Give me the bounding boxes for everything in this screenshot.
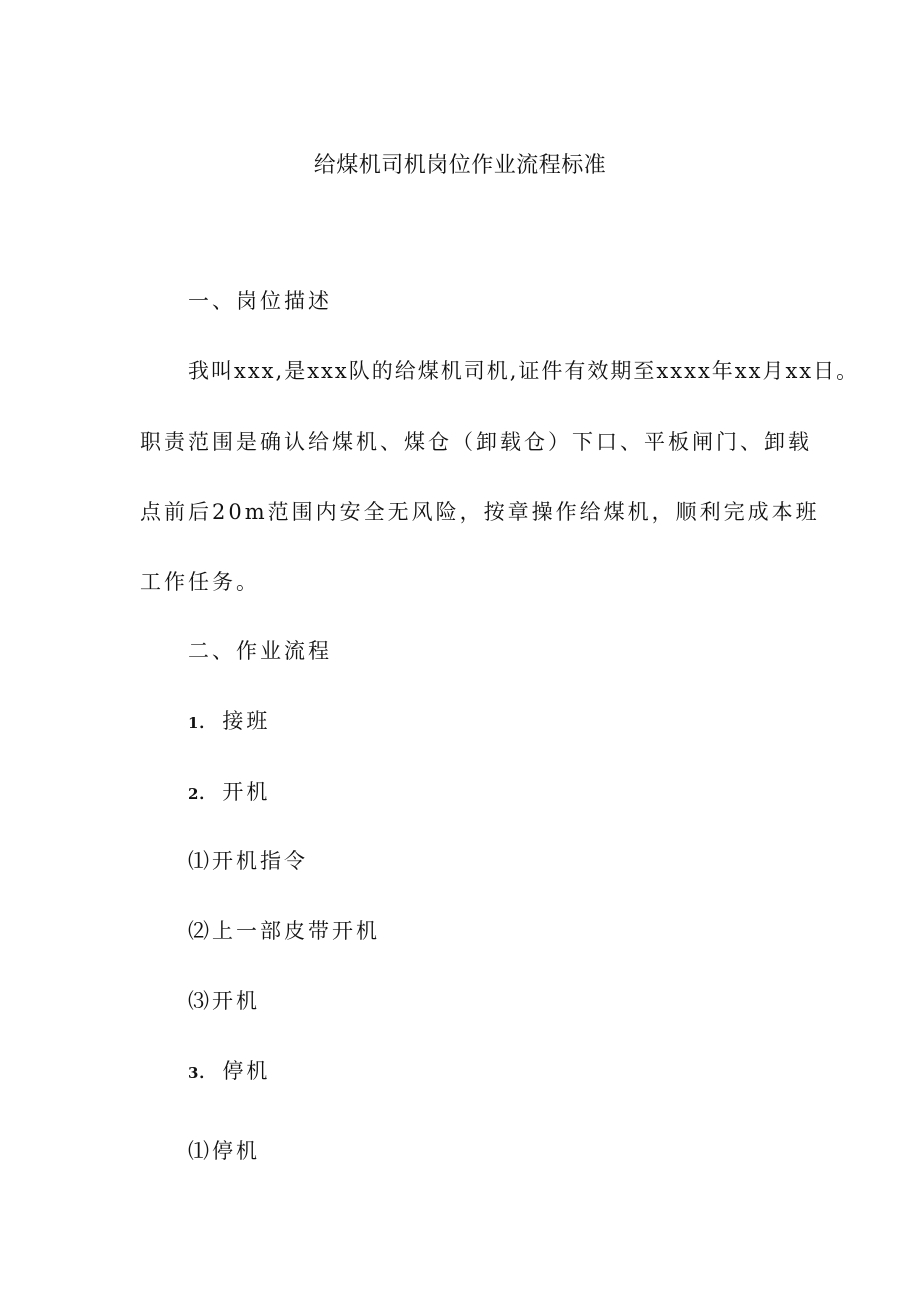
list-item: [188, 1055, 270, 1085]
paragraph-line: 我叫xxx,是xxx队的给煤机司机,证件有效期至xxxx年xx月xx日。: [188, 359, 860, 383]
paragraph-line: 职责范围是确认给煤机、煤仓（卸载仓）下口、平板闸门、卸载: [140, 430, 812, 454]
document-title: 给煤机司机岗位作业流程标准: [313, 153, 607, 178]
list-item: [188, 705, 270, 735]
section-heading-job-description: 一、岗位描述: [188, 289, 332, 313]
section-heading-workflow: 二、作业流程: [188, 639, 332, 663]
list-item-number: 1: [188, 714, 199, 732]
sub-list-item: ⑴停机: [188, 1139, 260, 1163]
list-item: [188, 776, 270, 806]
list-item-number: 3: [188, 1064, 199, 1082]
sub-list-item: ⑴开机指令: [188, 849, 308, 873]
list-item-label: ．接班: [198, 709, 271, 733]
list-item-label: ．停机: [198, 1059, 271, 1083]
list-item-number: 2: [188, 785, 199, 803]
paragraph-line: 点前后20m范围内安全无风险，按章操作给煤机，顺利完成本班: [140, 500, 820, 524]
list-item-label: ．开机: [198, 780, 271, 804]
sub-list-item: ⑶开机: [188, 989, 260, 1013]
sub-list-item: ⑵上一部皮带开机: [188, 919, 380, 943]
paragraph-line: 工作任务。: [140, 570, 260, 594]
